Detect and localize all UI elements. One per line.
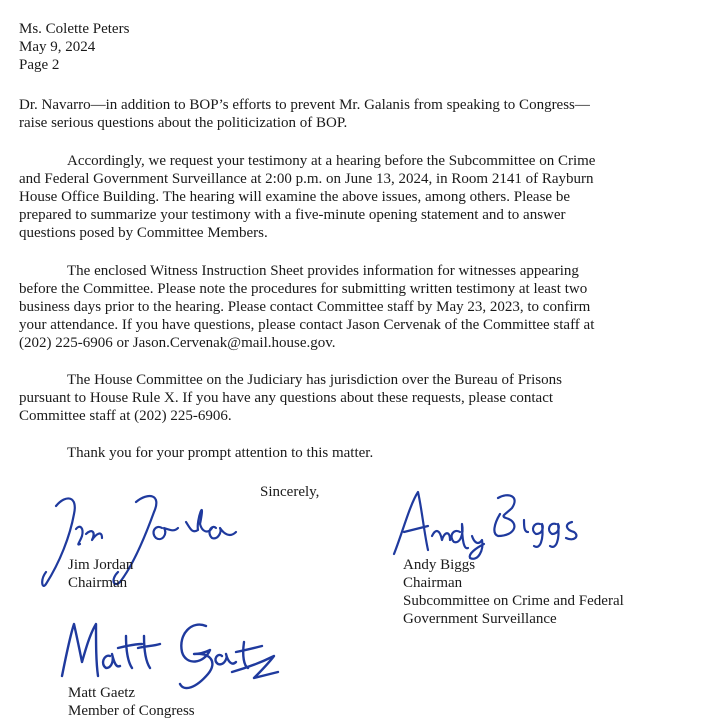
paragraph-line: and Federal Government Surveillance at 2:00 p.m. on June 13, 2024, in Room 2141 of Rayburn (19, 171, 594, 187)
paragraph-line: Dr. Navarro—in addition to BOP’s efforts to prevent Mr. Galanis from speaking to Congress— (19, 97, 590, 113)
recipient-name: Ms. Colette Peters (19, 21, 130, 37)
paragraph-line: Thank you for your prompt attention to this matter. (67, 445, 374, 461)
paragraph-line: The House Committee on the Judiciary has jurisdiction over the Bureau of Prisons (67, 372, 562, 388)
paragraph-line: questions posed by Committee Members. (19, 225, 268, 241)
paragraph-line: (202) 225-6906 or Jason.Cervenak@mail.house.gov. (19, 335, 336, 351)
signature-biggs (388, 484, 588, 564)
signatory-name: Matt Gaetz (68, 685, 136, 701)
paragraph-line: The enclosed Witness Instruction Sheet provides information for witnesses appearing (67, 263, 579, 279)
paragraph-jurisdiction (19, 371, 689, 425)
paragraph-line: raise serious questions about the politicization of BOP. (19, 115, 348, 131)
signatory-title: Member of Congress (68, 703, 195, 719)
signatory-title: Chairman (68, 575, 128, 591)
signatory-title: Chairman (403, 575, 463, 591)
paragraph-line: your attendance. If you have questions, please contact Jason Cervenak of the Committee staff at (19, 317, 595, 333)
signatory-subcommittee: Subcommittee on Crime and Federal (403, 593, 624, 609)
letter-header (19, 20, 129, 74)
paragraph-continuation (19, 96, 689, 132)
signatory-subcommittee: Government Surveillance (403, 611, 557, 627)
paragraph-thanks (19, 444, 689, 462)
signatory-biggs (403, 556, 624, 628)
paragraph-witness-instructions (19, 262, 689, 352)
page-number: Page 2 (19, 57, 60, 73)
paragraph-line: Accordingly, we request your testimony at a hearing before the Subcommittee on Crime (67, 153, 596, 169)
paragraph-line: before the Committee. Please note the procedures for submitting written testimony at least two (19, 281, 588, 297)
letter-date: May 9, 2024 (19, 39, 96, 55)
signatory-name: Jim Jordan (68, 557, 134, 573)
closing-sincerely: Sincerely, (260, 484, 320, 500)
paragraph-line: House Office Building. The hearing will examine the above issues, among others. Please be (19, 189, 570, 205)
paragraph-line: pursuant to House Rule X. If you have any questions about these requests, please contact (19, 390, 554, 406)
paragraph-line: business days prior to the hearing. Please contact Committee staff by May 23, 2023, to confirm (19, 299, 591, 315)
paragraph-line: prepared to summarize your testimony with a five-minute opening statement and to answer (19, 207, 566, 223)
paragraph-hearing-request (19, 152, 689, 242)
signatory-gaetz (68, 684, 195, 720)
paragraph-line: Committee staff at (202) 225-6906. (19, 408, 232, 424)
signatory-name: Andy Biggs (403, 557, 476, 573)
signatory-jordan (68, 556, 133, 592)
